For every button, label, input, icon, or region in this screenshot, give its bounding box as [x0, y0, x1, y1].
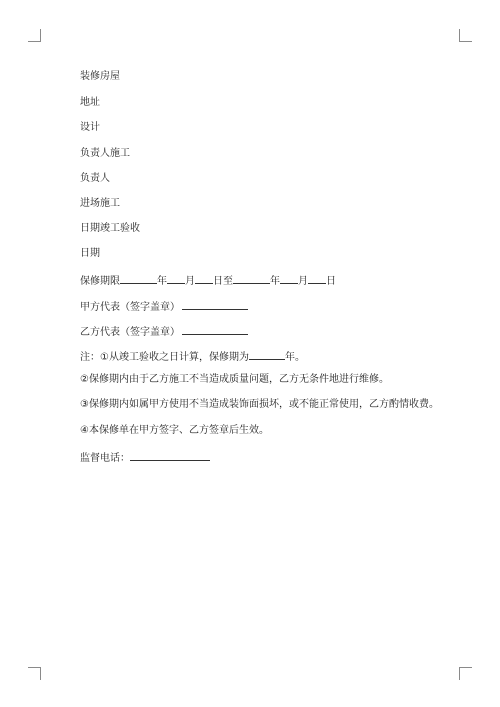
line-note-1	[80, 348, 305, 365]
warranty-label: 保修期限	[80, 276, 120, 287]
end-month-blank[interactable]	[280, 272, 298, 284]
line-note-2: ②保修期内由于乙方施工不当造成质量问题，乙方无条件地进行维修。	[80, 374, 389, 385]
end-day-blank[interactable]	[308, 272, 326, 284]
line-hotline	[80, 449, 210, 466]
end-month-unit: 月	[298, 276, 308, 287]
line-note-4: ④本保修单在甲方签字、乙方签章后生效。	[80, 425, 269, 436]
end-year-unit: 年	[270, 276, 280, 287]
end-day-unit: 日	[326, 276, 336, 287]
crop-mark-bottom-right	[459, 667, 472, 680]
line-supervisor: 负责人	[80, 173, 110, 184]
start-month-blank[interactable]	[167, 272, 185, 284]
end-year-blank[interactable]	[233, 272, 270, 284]
start-year-unit: 年	[157, 276, 167, 287]
party-b-label: 乙方代表（签字盖章）	[80, 327, 180, 338]
line-design: 设计	[80, 122, 100, 133]
line-note-3: ③保修期内如属甲方使用不当造成装饰面损坏，或不能正常使用，乙方酌情收费。	[80, 399, 439, 410]
line-warranty-period	[80, 272, 336, 289]
note-1-prefix: 注：①从竣工验收之日计算，保修期为	[80, 352, 249, 363]
line-supervisor-construction: 负责人施工	[80, 148, 130, 159]
line-house: 装修房屋	[80, 71, 120, 82]
line-party-b	[80, 323, 248, 340]
note-1-suffix: 年。	[284, 352, 305, 363]
hotline-label: 监督电话：	[80, 453, 130, 464]
line-completion-acceptance: 日期竣工验收	[80, 223, 140, 234]
party-b-signature-blank[interactable]	[182, 323, 248, 335]
crop-mark-bottom-left	[28, 667, 41, 680]
crop-mark-top-left	[28, 29, 41, 42]
line-party-a	[80, 298, 248, 315]
start-month-unit: 月	[185, 276, 195, 287]
party-a-signature-blank[interactable]	[182, 298, 248, 310]
line-date: 日期	[80, 248, 100, 259]
line-address: 地址	[80, 97, 100, 108]
party-a-label: 甲方代表（签字盖章）	[80, 302, 180, 313]
start-day-to: 日至	[213, 276, 233, 287]
start-day-blank[interactable]	[195, 272, 213, 284]
start-year-blank[interactable]	[120, 272, 157, 284]
hotline-blank[interactable]	[130, 449, 210, 461]
warranty-years-blank[interactable]	[249, 348, 285, 360]
crop-mark-top-right	[459, 29, 472, 42]
line-site-construction: 进场施工	[80, 198, 120, 209]
